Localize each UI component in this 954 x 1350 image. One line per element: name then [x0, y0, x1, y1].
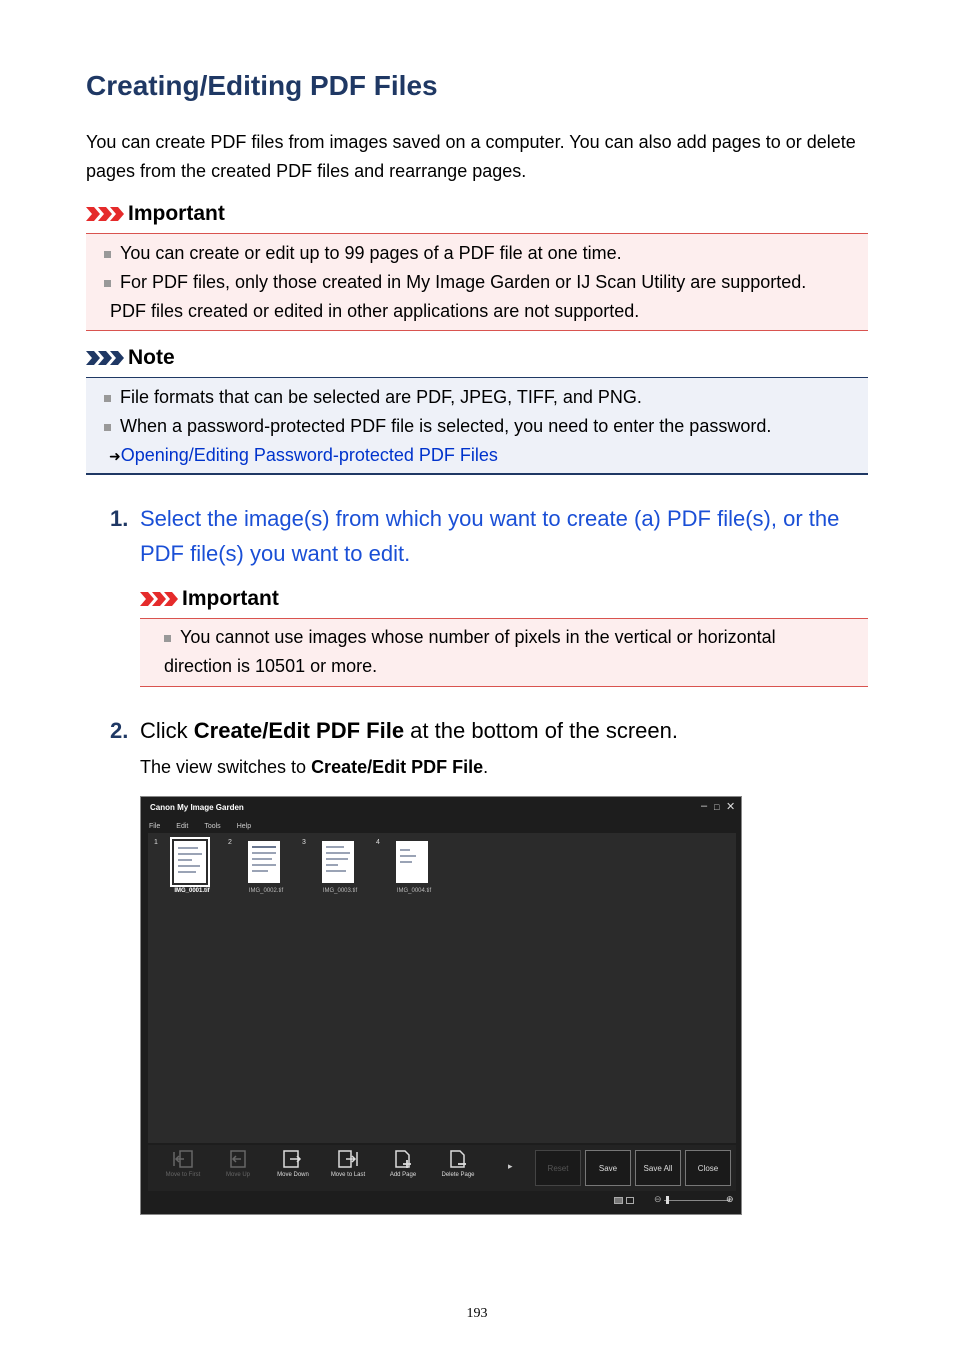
- important-box-2: [140, 618, 868, 687]
- maximize-icon[interactable]: □: [714, 802, 720, 812]
- list-item: PDF files created or edited in other applications are not supported.: [110, 301, 640, 321]
- list-item: You cannot use images whose number of pixels in the vertical or horizontal direction is 10501 or more.: [164, 627, 776, 676]
- move-down-button[interactable]: Move Down: [266, 1149, 320, 1178]
- menu-edit[interactable]: Edit: [176, 823, 189, 830]
- intro-paragraph: You can create PDF files from images saved on a computer. You can also add pages to or delete pages from the created PDF files and rearrange pages.: [86, 132, 856, 181]
- important-box: [86, 233, 868, 331]
- close-button[interactable]: Close: [685, 1150, 731, 1186]
- save-all-button[interactable]: Save All: [635, 1150, 681, 1186]
- bottom-toolbar: [148, 1145, 736, 1191]
- move-up-button[interactable]: Move Up: [211, 1149, 265, 1178]
- zoom-out-icon[interactable]: ⊖: [654, 1194, 662, 1204]
- important-heading: Important: [86, 202, 225, 226]
- close-icon[interactable]: ✕: [726, 801, 736, 813]
- delete-page-icon: [447, 1149, 469, 1169]
- menu-bar: [149, 823, 251, 830]
- zoom-slider-handle[interactable]: [666, 1196, 669, 1204]
- reset-button[interactable]: Reset: [535, 1150, 581, 1186]
- delete-page-button[interactable]: Delete Page: [431, 1149, 485, 1178]
- list-item: File formats that can be selected are PDF, JPEG, TIFF, and PNG.: [104, 383, 868, 412]
- important-heading-2: Important: [140, 587, 279, 611]
- list-item: You can create or edit up to 99 pages of a PDF file at one time.: [104, 239, 868, 268]
- zoom-in-icon[interactable]: ⊕: [726, 1194, 734, 1204]
- status-bar: [148, 1193, 736, 1211]
- menu-help[interactable]: Help: [236, 823, 252, 830]
- grid-view-icon[interactable]: [614, 1197, 623, 1204]
- save-button[interactable]: Save: [585, 1150, 631, 1186]
- move-up-icon: [227, 1149, 249, 1169]
- important-arrows-icon: [86, 206, 124, 222]
- move-to-first-icon: [172, 1149, 194, 1169]
- window-title: Canon My Image Garden: [150, 803, 244, 812]
- single-view-icon[interactable]: [626, 1197, 634, 1204]
- app-window: [140, 796, 742, 1215]
- page-number: 193: [466, 1306, 488, 1321]
- step-2: 2. Click Create/Edit PDF File at the bottom of the screen.: [110, 718, 678, 743]
- note-box: [86, 377, 868, 475]
- zoom-slider[interactable]: [664, 1200, 730, 1201]
- add-page-button[interactable]: Add Page: [376, 1149, 430, 1178]
- page-canvas: 1 IMG_0001.tif 2 IMG_0002.tif 3 IMG_0003.tif 4 IMG_0004.tif: [148, 833, 736, 1143]
- page-title: Creating/Editing PDF Files: [86, 70, 438, 101]
- move-to-last-icon: [337, 1149, 359, 1169]
- minimize-icon[interactable]: –: [701, 800, 708, 812]
- note-heading: Note: [86, 346, 175, 370]
- menu-tools[interactable]: Tools: [204, 823, 221, 830]
- important-arrows-icon: [140, 591, 178, 607]
- note-arrows-icon: [86, 350, 124, 366]
- list-item: When a password-protected PDF file is selected, you need to enter the password.: [104, 412, 868, 441]
- step-1: 1. Select the image(s) from which you want to create (a) PDF file(s), or the PDF file(s) you want to edit.: [110, 506, 840, 566]
- move-to-last-button[interactable]: Move to Last: [321, 1149, 375, 1178]
- arrow-right-icon: ➜: [109, 448, 121, 464]
- chevron-right-icon[interactable]: ▸: [508, 1161, 513, 1171]
- step-2-subtext: The view switches to Create/Edit PDF File.: [140, 757, 489, 777]
- list-item: For PDF files, only those created in My Image Garden or IJ Scan Utility are supported.: [104, 268, 868, 297]
- move-to-first-button[interactable]: Move to First: [156, 1149, 210, 1178]
- move-down-icon: [282, 1149, 304, 1169]
- menu-file[interactable]: File: [149, 823, 161, 830]
- add-page-icon: [392, 1149, 414, 1169]
- password-link[interactable]: ➜Opening/Editing Password-protected PDF Files: [109, 445, 498, 465]
